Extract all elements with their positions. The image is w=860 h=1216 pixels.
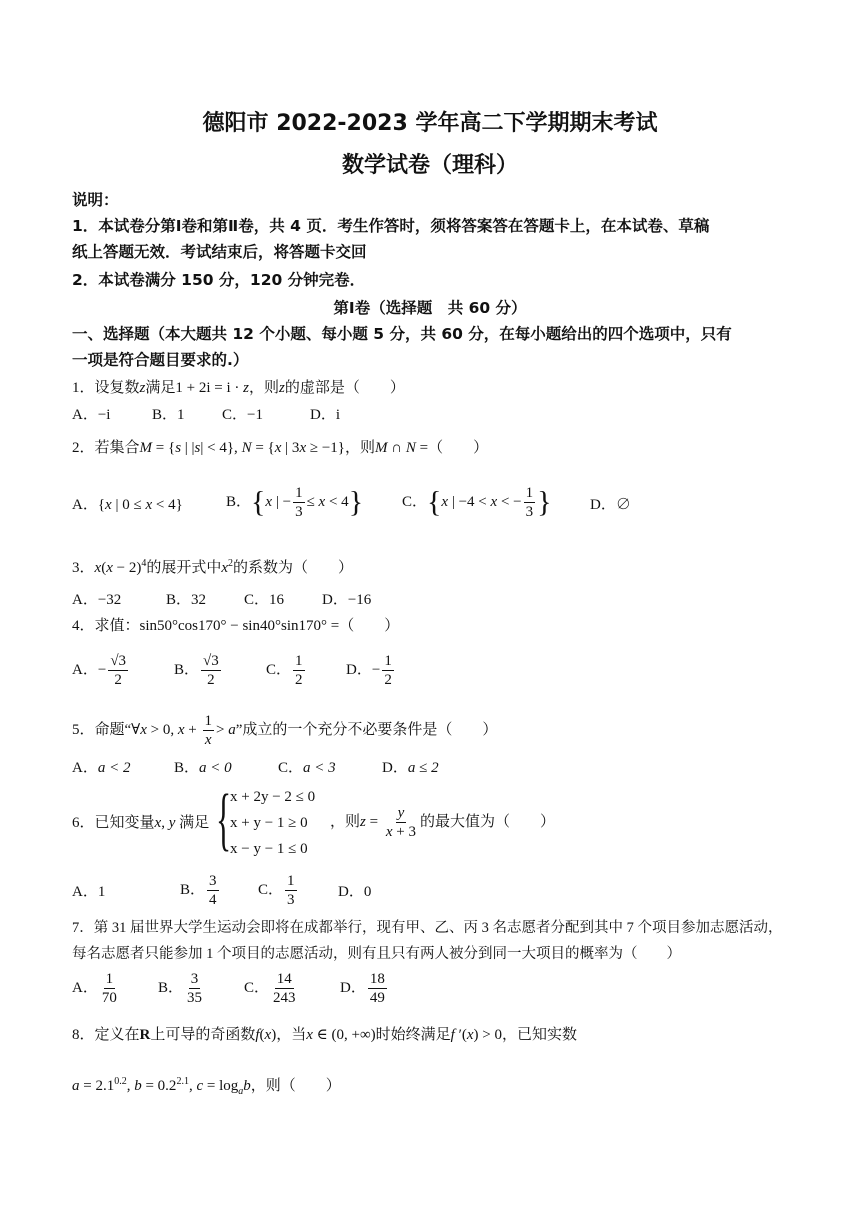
- q5-label-d: D．: [382, 760, 408, 776]
- q4-label-b: B．: [174, 661, 200, 678]
- page-title: 德阳市 2022-2023 学年高二下学期期末考试: [202, 111, 658, 136]
- question-6-stem-left: 6．已知变量x, y 满足: [72, 815, 210, 831]
- q3-option-c: C．16: [244, 592, 285, 608]
- q5-option-c: [278, 758, 336, 778]
- q2-prefix: 2．若集合: [72, 440, 140, 456]
- q6-constraint-3: x − y − 1 ≤ 0: [230, 841, 308, 857]
- q6-option-b: B． $\frac{3}{4}$: [180, 873, 217, 908]
- q7-option-d: D． $\frac{18}{49}$: [340, 971, 385, 1006]
- q4-option-c: C． $\frac{1}{2}$: [266, 653, 303, 688]
- q3-option-d: D．−16: [322, 592, 372, 608]
- q7-label-b: B．: [158, 979, 184, 996]
- q4-end: （ ）: [339, 618, 400, 634]
- q1-prefix: 1．设复数: [72, 380, 140, 396]
- question-2-stem: 2．若集合M = {s | |s| < 4}, N = {x | 3x ≥ −1}，则M ∩ N =（ ）: [72, 440, 489, 456]
- q3-end: 的系数为（ ）: [233, 560, 354, 576]
- q6-option-d: D．0: [338, 884, 372, 900]
- q5-option-b: [174, 758, 232, 778]
- q4-option-b: B． $\frac{√3}{2}$: [174, 653, 219, 688]
- q5-option-d: [382, 758, 439, 778]
- question-8-line-2: $a = 2.1^{0.2}$, $b = 0.2^{2.1}$, $c = \log_ab$，则（ ）: [72, 1076, 341, 1097]
- q7-option-c: C． $\frac{14}{243}$: [244, 971, 296, 1006]
- question-5-stem: 5．命题“∀x > 0, x + $\frac{1}{x}$ > a”成立的一个充分不必要条件是（ ）: [72, 713, 498, 748]
- q6-left-brace: {: [216, 781, 232, 858]
- q6-suffix: ，则: [330, 813, 361, 830]
- q1-option-c: C．−1: [222, 407, 263, 423]
- q4-option-d: D．− $\frac{1}{2}$: [346, 653, 392, 688]
- q4-expression: sin50°cos170° − sin40°sin170° =: [139, 618, 340, 634]
- question-7-line-2: 每名志愿者只能参加 1 个项目的志愿活动，则有且只有两人被分到同一大项目的概率为（ ）: [72, 946, 681, 962]
- q1-option-d: D．i: [310, 407, 341, 423]
- q7-label-d: D．: [340, 979, 366, 996]
- q7-label-c: C．: [244, 979, 270, 996]
- q6-option-c: C． $\frac{1}{3}$: [258, 873, 295, 908]
- question-7-line-1: 7．第 31 届世界大学生运动会即将在成都举行，现有甲、乙、丙 3 名志愿者分配到其中 7 个项目参加志愿活动，: [72, 920, 783, 936]
- q6-label-b: B．: [180, 881, 206, 898]
- q4-label-c: C．: [266, 661, 292, 678]
- q3-prefix: 3．: [72, 560, 95, 576]
- question-8-line-1: 8．定义在R上可导的奇函数f(x)，当x ∈ (0, +∞)时始终满足f ′(x) > 0，已知实数: [72, 1027, 578, 1043]
- q6-constraint-2: x + y − 1 ≥ 0: [230, 815, 308, 831]
- q5-label-b: B．: [174, 760, 200, 776]
- q6-constraint-system: [216, 781, 326, 864]
- section-instruction-line-1: 一、选择题（本大题共 12 个小题、每小题 5 分，共 60 分，在每小题给出的四个选项中，只有: [72, 325, 732, 343]
- q2-end: （ ）: [428, 440, 489, 456]
- q6-prefix: 6．已知变量: [72, 815, 155, 831]
- q6-mid: 满足: [179, 815, 210, 831]
- q1-mid: 满足: [145, 380, 176, 396]
- q8-end: ，已知实数: [502, 1027, 578, 1043]
- question-1-stem: 1．设复数z满足1 + 2i = i · z，则z的虚部是（ ）: [72, 380, 405, 396]
- q3-option-a: A．−32: [72, 592, 122, 608]
- q7-label-a: A．: [72, 979, 98, 996]
- q8-real-set: R: [139, 1027, 151, 1043]
- q2-option-d: D．∅: [590, 497, 631, 513]
- note-2: 2．本试卷满分 150 分，120 分钟完卷．: [72, 271, 366, 289]
- q4-label-d: D．: [346, 661, 372, 678]
- q5-cond-c: a < 3: [303, 760, 336, 776]
- q1-end: 的虚部是（ ）: [284, 380, 405, 396]
- q5-option-a: [72, 758, 130, 778]
- q2-label-a: A．: [72, 497, 98, 513]
- note-1-line-2: 纸上答题无效．考试结束后，将答题卡交回: [72, 243, 367, 261]
- question-4-stem: [72, 616, 399, 636]
- q8-prefix: 8．定义在: [72, 1027, 140, 1043]
- q7-option-a: A． $\frac{1}{70}$: [72, 971, 117, 1006]
- q3-option-b: B．32: [166, 592, 207, 608]
- q4-label-a: A．: [72, 661, 98, 678]
- q2-label-c: C．: [402, 493, 428, 510]
- q5-label-a: A．: [72, 760, 98, 776]
- q8-mid2: ，当: [276, 1027, 307, 1043]
- question-3-stem: 3．$x(x - 2)^4$的展开式中$x^2$的系数为（ ）: [72, 558, 354, 576]
- question-6-stem-right: ，则z = $\frac{y}{x + 3}$ 的最大值为（ ）: [330, 805, 555, 840]
- q1-option-a: A．−i: [72, 407, 111, 423]
- q4-option-a: A．− $\frac{√3}{2}$: [72, 653, 127, 688]
- q5-cond-d: a ≤ 2: [407, 760, 439, 776]
- q5-label-c: C．: [278, 760, 304, 776]
- q5-end: ”成立的一个充分不必要条件是（ ）: [235, 721, 498, 738]
- q5-cond-b: a < 0: [199, 760, 232, 776]
- q6-constraint-1: x + 2y − 2 ≤ 0: [230, 789, 316, 805]
- q8-mid3: 时始终满足: [375, 1027, 451, 1043]
- q6-option-a: A．1: [72, 884, 106, 900]
- q8-line2-end: ，则（ ）: [250, 1078, 341, 1094]
- q2-option-b: B．{x | − $\frac{1}{3}$ ≤ x < 4}: [226, 485, 364, 520]
- note-1-line-1: 1．本试卷分第Ⅰ卷和第Ⅱ卷，共 4 页．考生作答时，须将答案答在答题卡上，在本试卷、草稿: [72, 217, 710, 235]
- q6-label-c: C．: [258, 881, 284, 898]
- q5-cond-a: a < 2: [97, 760, 131, 776]
- part-title: 第Ⅰ卷（选择题 共 60 分）: [333, 299, 527, 317]
- q4-prefix: 4．求值：: [72, 618, 140, 634]
- q2-label-b: B．: [226, 493, 252, 510]
- q8-mid: 上可导的奇函数: [150, 1027, 256, 1043]
- page-subtitle: 数学试卷（理科）: [341, 153, 518, 178]
- q1-option-b: B．1: [152, 407, 185, 423]
- q6-end: 的最大值为（ ）: [419, 813, 555, 830]
- q1-suffix: ，则: [248, 380, 279, 396]
- q2-suffix: ，则: [345, 440, 376, 456]
- q2-option-a: A．{x | 0 ≤ x < 4}: [72, 497, 183, 513]
- notes-heading: 说明：: [72, 191, 119, 209]
- q7-option-b: B． $\frac{3}{35}$: [158, 971, 203, 1006]
- q3-mid: 的展开式中: [146, 560, 222, 576]
- section-instruction-line-2: 一项是符合题目要求的.）: [72, 351, 249, 369]
- q5-prefix: 5．命题“: [72, 721, 132, 738]
- q2-option-c: C．{x | −4 < x < − $\frac{1}{3}$ }: [402, 485, 552, 520]
